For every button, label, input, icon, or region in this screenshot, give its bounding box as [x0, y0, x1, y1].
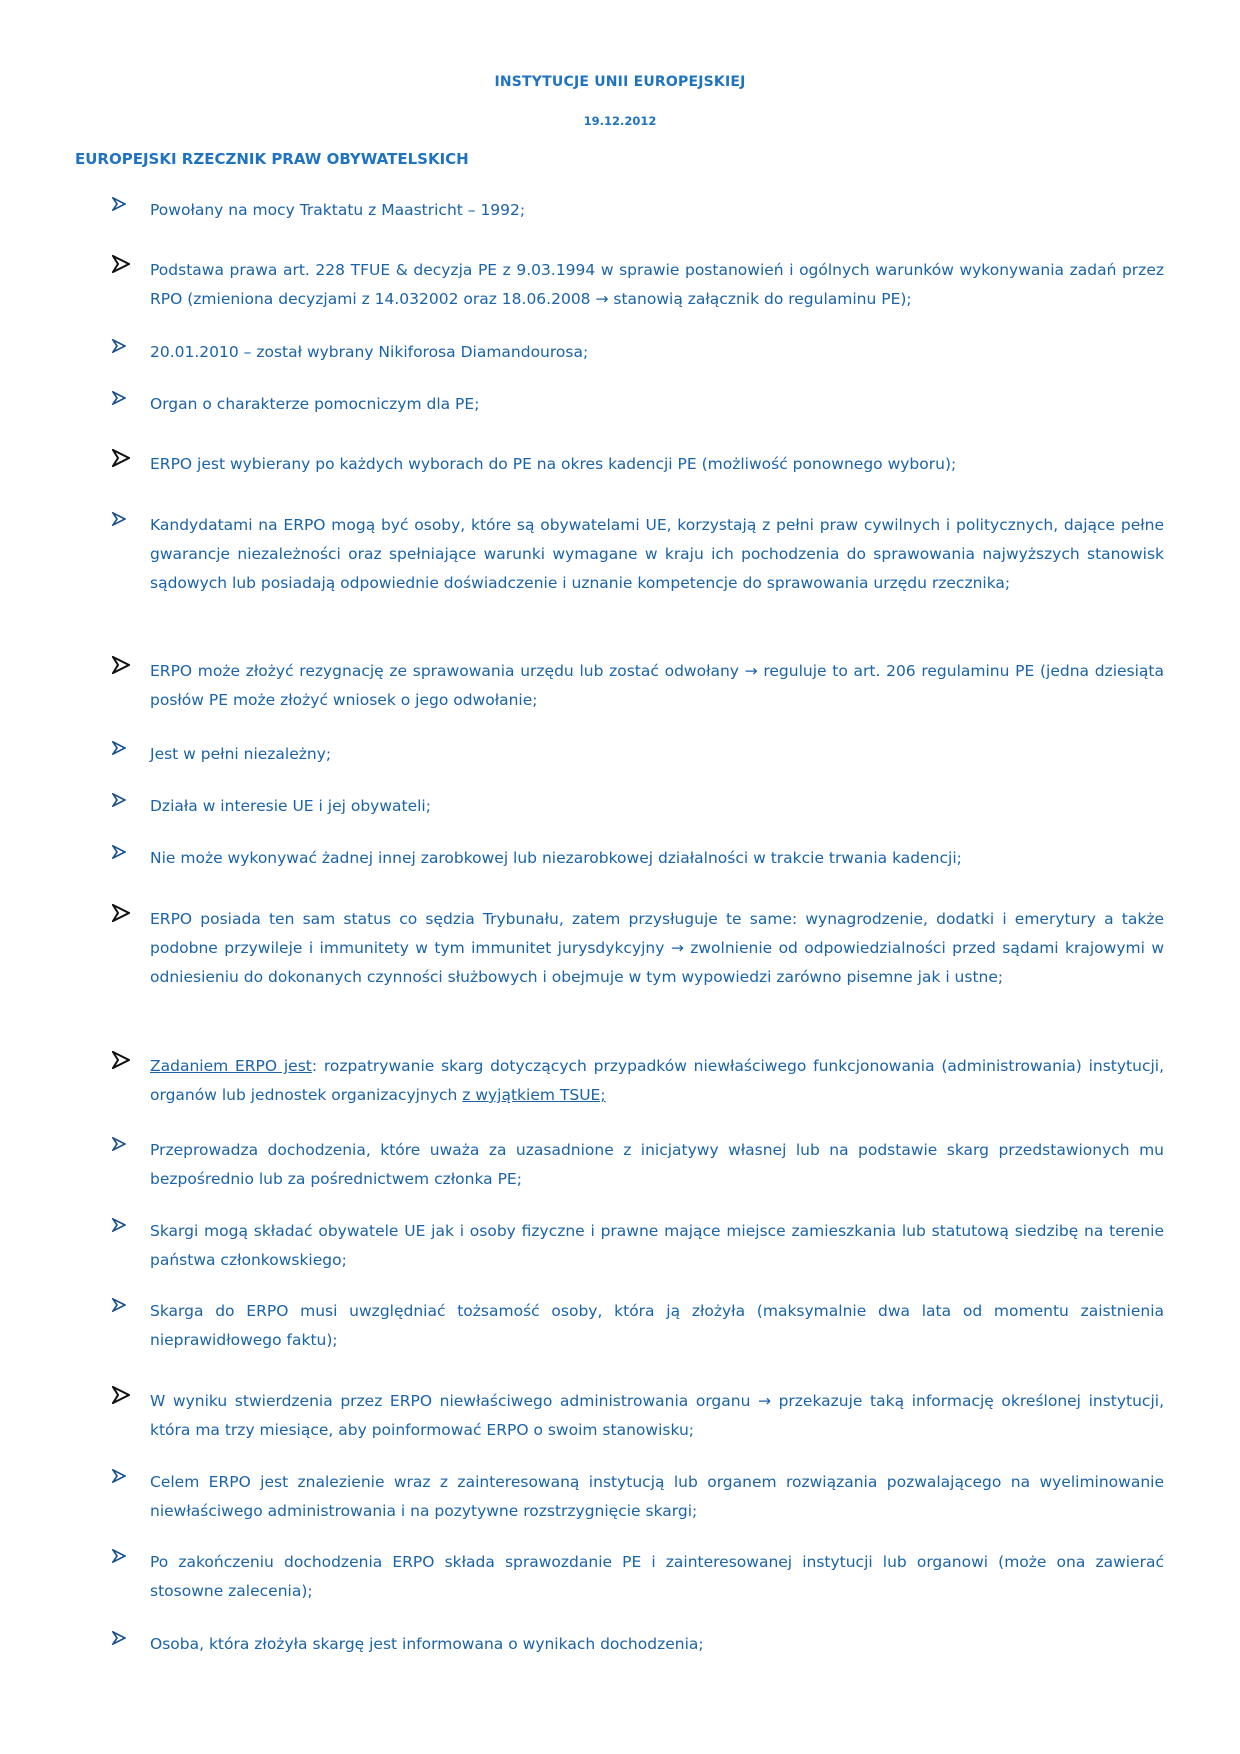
- list-item: [112, 511, 1164, 598]
- list-item: [112, 1468, 1164, 1526]
- list-item-text: Po zakończeniu dochodzenia ERPO składa sprawozdanie PE i zainteresowanej instytucji lub organowi (może ona zawierać stosowne zalecenia);: [150, 1553, 1164, 1600]
- arrow-bullet-icon: [112, 1051, 130, 1067]
- arrow-bullet-icon: [112, 741, 130, 757]
- list-item: [112, 740, 1164, 769]
- list-item-text: W wyniku stwierdzenia przez ERPO niewłaściwego administrowania organu → przekazuje taką informację określonej instytucji, która ma trzy miesiące, aby poinformować ERPO o swoim stanowisku;: [150, 1392, 1164, 1439]
- arrow-bullet-icon: [112, 449, 130, 465]
- list-item-text: Osoba, która złożyła skargę jest informowana o wynikach dochodzenia;: [150, 1635, 704, 1653]
- arrow-bullet-icon: [112, 1298, 130, 1314]
- arrow-bullet-icon: [112, 339, 130, 355]
- arrow-bullet-icon: [112, 512, 130, 528]
- document-title: INSTYTUCJE UNII EUROPEJSKIEJ: [494, 74, 746, 90]
- arrow-bullet-icon: [112, 1137, 130, 1153]
- arrow-bullet-icon: [112, 793, 130, 809]
- arrow-bullet-icon: [112, 1386, 130, 1402]
- task-body-text: : rozpatrywanie skarg dotyczących przypadków niewłaściwego funkcjonowania (administrowania) instytucji, organów lub jednostek organizacyjnych: [150, 1057, 1165, 1104]
- arrow-bullet-icon: [112, 904, 130, 920]
- list-item: [112, 1052, 1164, 1110]
- list-item: [112, 657, 1164, 715]
- list-item-text: Organ o charakterze pomocniczym dla PE;: [150, 395, 480, 413]
- list-item: [112, 450, 1164, 479]
- arrow-bullet-icon: [112, 656, 130, 672]
- list-item-text: Przeprowadza dochodzenia, które uważa za uzasadnione z inicjatywy własnej lub na podstawie skarg przedstawionych mu bezpośrednio lub za pośrednictwem członka PE;: [150, 1141, 1164, 1188]
- list-item: [112, 338, 1164, 367]
- arrow-bullet-icon: [112, 1549, 130, 1565]
- section-heading: EUROPEJSKI RZECZNIK PRAW OBYWATELSKICH: [75, 150, 469, 168]
- list-item-text: Celem ERPO jest znalezienie wraz z zainteresowaną instytucją lub organem rozwiązania pozwalającego na wyeliminowanie niewłaściwego administrowania i na pozytywne rozstrzygnięcie skargi;: [150, 1473, 1164, 1520]
- arrow-bullet-icon: [112, 197, 130, 213]
- list-item: [112, 1387, 1164, 1445]
- arrow-bullet-icon: [112, 845, 130, 861]
- task-lead-link[interactable]: Zadaniem ERPO jest: [150, 1057, 312, 1075]
- list-item: [112, 905, 1164, 992]
- list-item: [112, 196, 1164, 225]
- list-item-text: Podstawa prawa art. 228 TFUE & decyzja PE z 9.03.1994 w sprawie postanowień i ogólnych warunków wykonywania zadań przez RPO (zmieniona decyzjami z 14.032002 oraz 18.06.2008 → stanowią załącznik do regulaminu PE);: [150, 261, 1164, 308]
- arrow-bullet-icon: [112, 1631, 130, 1647]
- list-item-text: Skarga do ERPO musi uwzględniać tożsamość osoby, która ją złożyła (maksymalnie dwa lata od momentu zaistnienia nieprawidłowego faktu);: [150, 1302, 1164, 1349]
- list-item-text: Kandydatami na ERPO mogą być osoby, które są obywatelami UE, korzystają z pełni praw cywilnych i politycznych, dające pełne gwarancje niezależności oraz spełniające warunki wymagane w kraju ich pochodzenia do sprawowania najwyższych stanowisk sądowych lub posiadają odpowiednie doświadczenie i uznanie kompetencje do sprawowania urzędu rzecznika;: [150, 516, 1164, 592]
- list-item-text: Skargi mogą składać obywatele UE jak i osoby fizyczne i prawne mające miejsce zamieszkania lub statutową siedzibę na terenie państwa członkowskiego;: [150, 1222, 1164, 1269]
- list-item-text: Powołany na mocy Traktatu z Maastricht – 1992;: [150, 201, 526, 219]
- arrow-bullet-icon: [112, 255, 130, 271]
- list-item: [112, 1297, 1164, 1355]
- list-item-text: 20.01.2010 – został wybrany Nikiforosa Diamandourosa;: [150, 343, 589, 361]
- list-item-text: Nie może wykonywać żadnej innej zarobkowej lub niezarobkowej działalności w trakcie trwania kadencji;: [150, 849, 962, 867]
- list-item-text: Działa w interesie UE i jej obywateli;: [150, 797, 431, 815]
- list-item: [112, 1136, 1164, 1194]
- list-item: [112, 390, 1164, 419]
- list-item: [112, 1630, 1164, 1659]
- list-item-text: ERPO posiada ten sam status co sędzia Trybunału, zatem przysługuje te same: wynagrodzenie, dodatki i emerytury a także podobne przywileje i immunitety w tym immunitet jurysdykcyjny → zwolnienie od odpowiedzialności przed sądami krajowymi w odniesieniu do dokonanych czynności służbowych i obejmuje w tym wypowiedzi zarówno pisemne jak i ustne;: [150, 910, 1164, 986]
- arrow-bullet-icon: [112, 391, 130, 407]
- list-item: [112, 844, 1164, 873]
- list-item: [112, 792, 1164, 821]
- list-item: [112, 1548, 1164, 1606]
- list-item-text: ERPO jest wybierany po każdych wyborach do PE na okres kadencji PE (możliwość ponownego wyboru);: [150, 455, 957, 473]
- task-exception-link[interactable]: z wyjątkiem TSUE;: [462, 1086, 606, 1104]
- list-item-text: Jest w pełni niezależny;: [150, 745, 332, 763]
- list-item: [112, 256, 1164, 314]
- arrow-bullet-icon: [112, 1218, 130, 1234]
- list-item-text: ERPO może złożyć rezygnację ze sprawowania urzędu lub zostać odwołany → reguluje to art. 206 regulaminu PE (jedna dziesiąta posłów PE może złożyć wniosek o jego odwołanie;: [150, 662, 1164, 709]
- document-date: 19.12.2012: [583, 114, 657, 128]
- arrow-bullet-icon: [112, 1469, 130, 1485]
- list-item: [112, 1217, 1164, 1275]
- list-item-text: [150, 1052, 1164, 1110]
